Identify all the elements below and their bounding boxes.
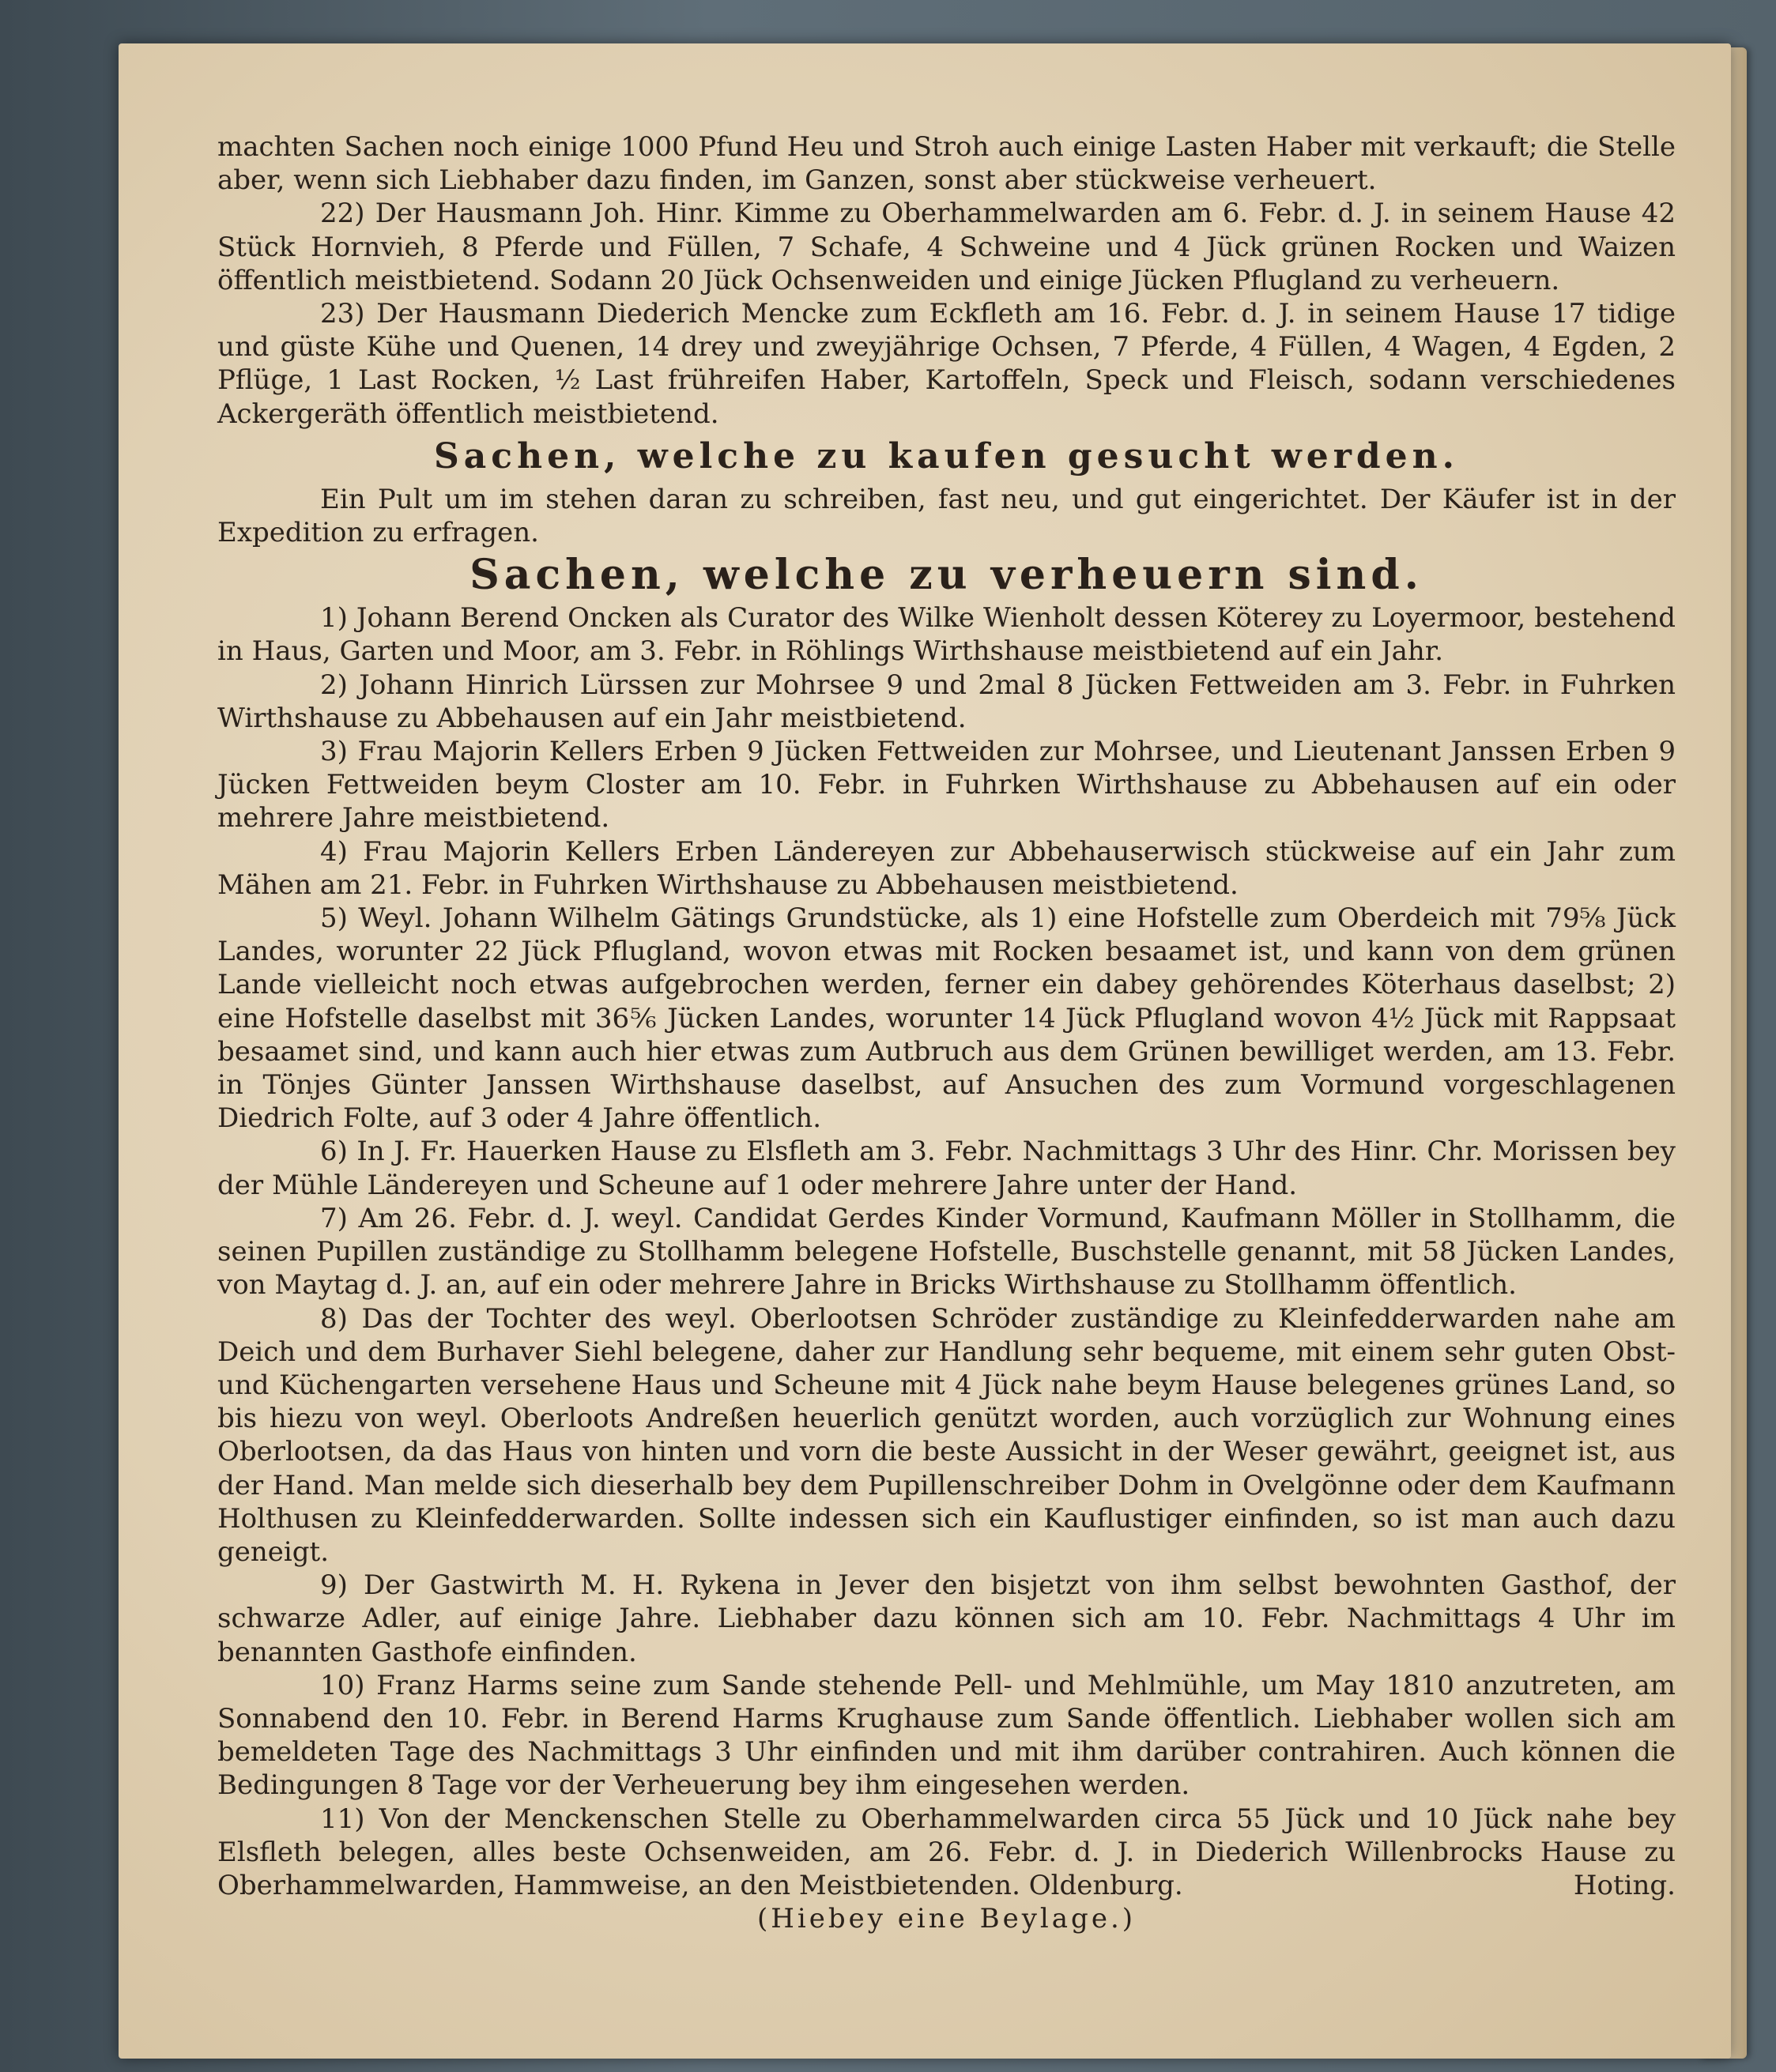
rent-item-5: 5) Weyl. Johann Wilhelm Gätings Grundstücke, als 1) eine Hofstelle zum Oberdeich mit 79⅝ Jück Landes, worunter 22 Jück Pflugland, wovon etwas mit Rocken besaamet ist, und kann von dem grünen Lande vielleicht noch etwas aufgebrochen werden, ferner ein dabey gehörendes Köterhaus daselbst; 2) eine Hofstelle daselbst mit 36⅚ Jücken Landes, worunter 14 Jück Pflugland wovon 4½ Jück mit Rappsaat besaamet sind, und kann auch hier etwas zum Autbruch aus dem Grünen bewilliget werden, am 13. Febr. in Tönjes Günter Janssen Wirthshause daselbst, auf Ansuchen des zum Vormund vorgeschlagenen Diedrich Folte, auf 3 oder 4 Jahre öffentlich. bbox=[217, 902, 1676, 1135]
rent-item-1: 1) Johann Berend Oncken als Curator des Wilke Wienholt dessen Köterey zu Loyermoor, bestehend in Haus, Garten und Moor, am 3. Febr. in Röhlings Wirthshause meistbietend auf ein Jahr. bbox=[217, 602, 1676, 668]
rent-item-4: 4) Frau Majorin Kellers Erben Ländereyen zur Abbehauserwisch stückweise auf ein Jahr zum Mähen am 21. Febr. in Fuhrken Wirthshause zu Abbehausen meistbietend. bbox=[217, 835, 1676, 901]
rent-item-6: 6) In J. Fr. Hauerken Hause zu Elsfleth am 3. Febr. Nachmittags 3 Uhr des Hinr. Chr. Morissen bey der Mühle Ländereyen und Scheune auf 1 oder mehrere Jahre unter der Hand. bbox=[217, 1136, 1676, 1201]
signature: Hoting. bbox=[1573, 1869, 1676, 1901]
page-text bbox=[217, 130, 1676, 1935]
paragraph-22: 22) Der Hausmann Joh. Hinr. Kimme zu Oberhammelwarden am 6. Febr. d. J. in seinem Hause 42 Stück Hornvieh, 8 Pferde und Füllen, 7 Schafe, 4 Schweine und 4 Jück grünen Rocken und Waizen öffentlich meistbietend. Sodann 20 Jück Ochsenweiden und einige Jücken Pflugland zu verheuern. bbox=[217, 198, 1676, 296]
closing-note: (Hiebey eine Beylage.) bbox=[756, 1903, 1137, 1935]
paragraph-23: 23) Der Hausmann Diederich Mencke zum Eckfleth am 16. Febr. d. J. in seinem Hause 17 tidige und güste Kühe und Quenen, 14 drey und zweyjährige Ochsen, 7 Pferde, 4 Füllen, 4 Wagen, 4 Egden, 2 Pflüge, 1 Last Rocken, ½ Last frühreifen Haber, Kartoffeln, Speck und Fleisch, sodann verschiedenes Ackergeräth öffentlich meistbietend. bbox=[217, 298, 1676, 430]
rent-item-8: 8) Das der Tochter des weyl. Oberlootsen Schröder zuständige zu Kleinfedderwarden nahe am Deich und dem Burhaver Siehl belegene, daher zur Handlung sehr bequeme, mit einem sehr guten Obst- und Küchengarten versehene Haus und Scheune mit 4 Jück nahe beym Hause belegenes grünes Land, so bis hiezu von weyl. Oberloots Andreßen heuerlich genützt worden, auch vorzüglich zur Wohnung eines Oberlootsen, da das Haus von hinten und vorn die beste Aussicht in der Weser gewährt, geeignet ist, aus der Hand. Man melde sich dieserhalb bey dem Pupillenschreiber Dohm in Ovelgönne oder dem Kaufmann Holthusen zu Kleinfedderwarden. Sollte indessen sich ein Kauflustiger einfinden, so ist man auch dazu geneigt. bbox=[217, 1302, 1676, 1568]
rent-item-2: 2) Johann Hinrich Lürssen zur Mohrsee 9 und 2mal 8 Jücken Fettweiden am 3. Febr. in Fuhrken Wirthshause zu Abbehausen auf ein Jahr meistbietend. bbox=[217, 669, 1676, 734]
rent-item-3: 3) Frau Majorin Kellers Erben 9 Jücken Fettweiden zur Mohrsee, und Lieutenant Janssen Erben 9 Jücken Fettweiden beym Closter am 10. Febr. in Fuhrken Wirthshause zu Abbehausen auf ein oder mehrere Jahre meistbietend. bbox=[217, 736, 1676, 834]
rent-item-11-text: 11) Von der Menckenschen Stelle zu Oberhammelwarden circa 55 Jück und 10 Jück nahe bey Elsfleth belegen, alles beste Ochsenweiden, am 26. Febr. d. J. in Diederich Willenbrocks Hause zu Oberhammelwarden, Hammweise, an den Meistbietenden. Oldenburg. bbox=[217, 1803, 1676, 1901]
rent-item-9: 9) Der Gastwirth M. H. Rykena in Jever den bisjetzt von ihm selbst bewohnten Gasthof, der schwarze Adler, auf einige Jahre. Liebhaber dazu können sich am 10. Febr. Nachmittags 4 Uhr im benannten Gasthofe einfinden. bbox=[217, 1569, 1676, 1668]
paragraph-desk-wanted: Ein Pult um im stehen daran zu schreiben, fast neu, und gut eingerichtet. Der Käufer ist in der Expedition zu erfragen. bbox=[217, 483, 1676, 549]
rent-item-10: 10) Franz Harms seine zum Sande stehende Pell- und Mehlmühle, um May 1810 anzutreten, am Sonnabend den 10. Febr. in Berend Harms Krughause zum Sande öffentlich. Liebhaber wollen sich am bemeldeten Tage des Nachmittags 3 Uhr einfinden und mit ihm darüber contrahiren. Auch können die Bedingungen 8 Tage vor der Verheuerung bey ihm eingesehen werden. bbox=[217, 1669, 1676, 1802]
rent-item-11 bbox=[217, 1803, 1676, 1903]
paragraph-continued: machten Sachen noch einige 1000 Pfund Heu und Stroh auch einige Lasten Haber mit verkauft; die Stelle aber, wenn sich Liebhaber dazu finden, im Ganzen, sonst aber stückweise verheuert. bbox=[217, 131, 1676, 197]
newspaper-page bbox=[119, 43, 1731, 2059]
heading-items-wanted: Sachen, welche zu kaufen gesucht werden. bbox=[434, 435, 1459, 477]
rent-item-7: 7) Am 26. Febr. d. J. weyl. Candidat Gerdes Kinder Vormund, Kaufmann Möller in Stollhamm, die seinen Pupillen zuständige zu Stollhamm belegene Hofstelle, Buschstelle genannt, mit 58 Jücken Landes, von Maytag d. J. an, auf ein oder mehrere Jahre in Bricks Wirthshause zu Stollhamm öffentlich. bbox=[217, 1202, 1676, 1302]
heading-items-for-rent: Sachen, welche zu verheuern sind. bbox=[469, 551, 1423, 600]
